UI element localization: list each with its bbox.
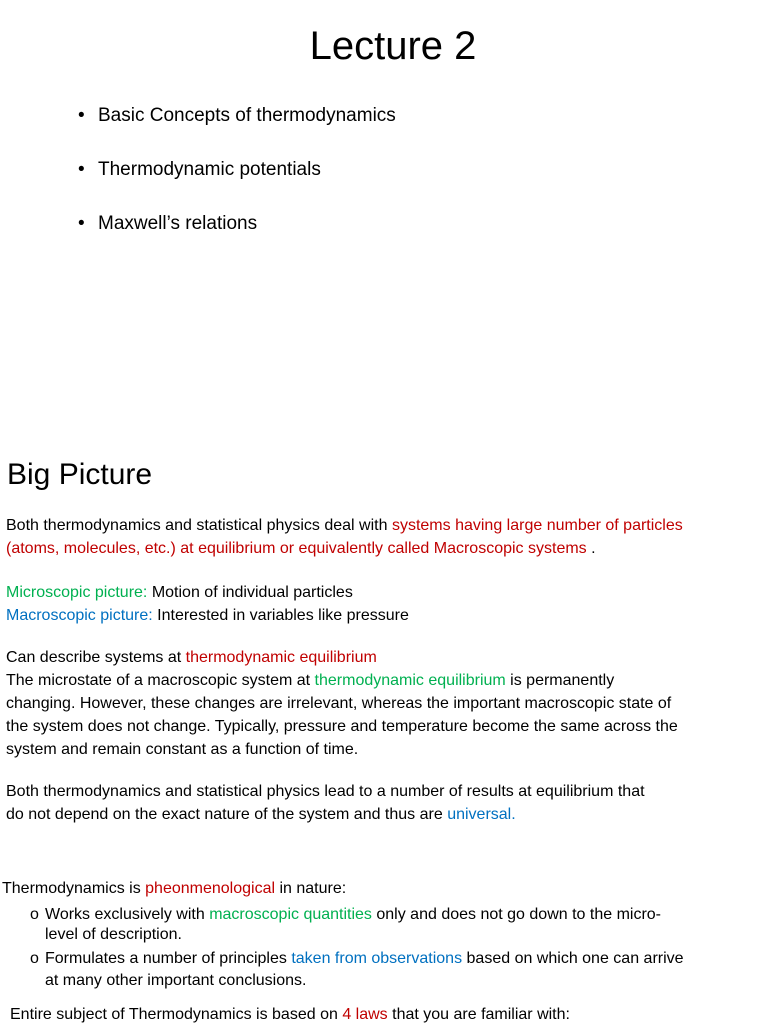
text-run: do not depend on the exact nature of the system and thus are [6,806,448,823]
text-run: Motion of individual particles [147,584,353,601]
highlight-text: pheonmenological [145,880,276,897]
paragraph-line: changing. However, these changes are irrelevant, whereas the important macroscopic state of [6,695,672,712]
microscopic-label: Microscopic picture: [6,584,148,601]
text-run: in nature: [275,880,347,897]
paragraph-line [6,537,596,560]
paragraph-line [2,877,346,900]
bullet-item [78,104,396,128]
highlight-text: universal. [447,806,516,823]
bullet-icon: • [78,105,85,126]
circle-bullet-icon: o [30,906,39,923]
sub-bullet-continuation: at many other important conclusions. [45,972,307,989]
text-run: Can describe systems at [6,649,186,666]
bullet-icon: • [78,159,85,180]
bullet-item [78,158,321,182]
bullet-icon: • [78,213,85,234]
highlight-text: macroscopic quantities [209,906,372,923]
highlight-text: systems having large number of particles [391,517,683,534]
paragraph-line [6,803,516,826]
text-run: Interested in variables like pressure [152,607,409,624]
paragraph-line [6,646,377,669]
highlight-text: (atoms, molecules, etc.) at equilibrium or equivalently called Macroscopic systems [6,540,587,557]
bullet-text: Basic Concepts of thermodynamics [98,105,396,126]
macroscopic-line [6,604,409,627]
text-run: is permanently [505,672,615,689]
paragraph-line [6,669,614,692]
paragraph-line: Both thermodynamics and statistical physics lead to a number of results at equilibrium that [6,783,645,800]
text-run: based on which one can arrive [462,950,684,967]
section-title: Big Picture [7,458,153,491]
paragraph-line [10,1003,570,1026]
highlight-text: 4 laws [342,1006,388,1023]
text-run: Formulates a number of principles [45,950,292,967]
text-run: Entire subject of Thermodynamics is based on [10,1006,343,1023]
text-run: The microstate of a macroscopic system at [6,672,315,689]
circle-bullet-icon: o [30,950,39,967]
sub-bullet-continuation: level of description. [45,926,182,943]
text-run: Both thermodynamics and statistical physics deal with [6,517,392,534]
paragraph-line: system and remain constant as a function of time. [6,741,359,758]
bullet-item [78,212,257,236]
paragraph-line [6,514,683,537]
text-run: Thermodynamics is [2,880,146,897]
sub-bullet-item [30,947,684,970]
slide-title: Lecture 2 [309,24,477,68]
text-run: Works exclusively with [45,906,210,923]
highlight-text: thermodynamic equilibrium [185,649,377,666]
text-run: only and does not go down to the micro- [371,906,661,923]
highlight-text: taken from observations [291,950,463,967]
macroscopic-label: Macroscopic picture: [6,607,153,624]
bullet-text: Maxwell’s relations [98,213,258,234]
text-run: that you are familiar with: [387,1006,570,1023]
text-run: . [586,540,596,557]
highlight-text: thermodynamic equilibrium [314,672,506,689]
microscopic-line [6,581,353,604]
bullet-text: Thermodynamic potentials [98,159,321,180]
paragraph-line: the system does not change. Typically, pressure and temperature become the same across the [6,718,678,735]
